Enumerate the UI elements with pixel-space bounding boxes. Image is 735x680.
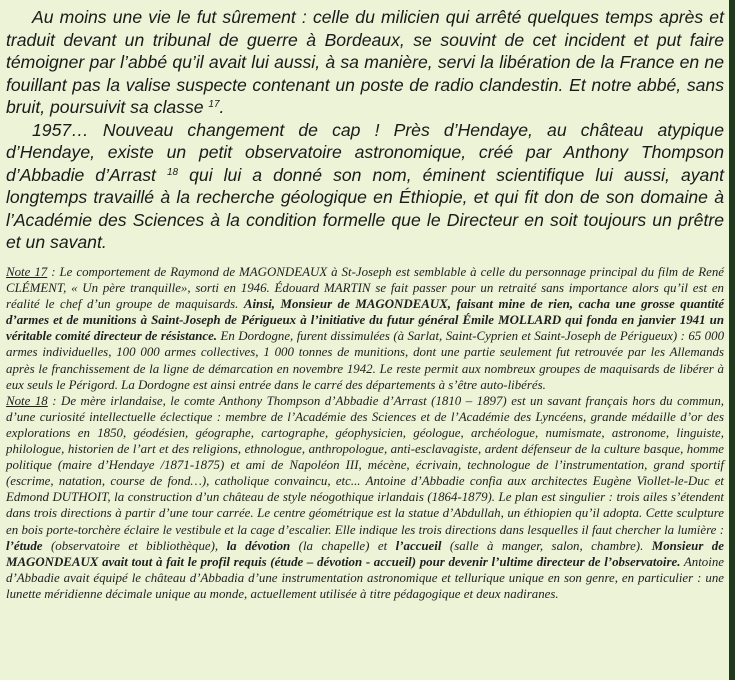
main-text [6,6,724,254]
footnote-ref-17[interactable]: 17 [208,99,220,110]
note-18: Note 18 : De mère irlandaise, le comte Anthony Thompson d’Abbadie d’Arrast (1810 – 1897) est un savant français hors du commun, d’une curiosité intellectuelle éclectique : membre de l’Académie des Sciences et de l’Académie des Lyncéens, grande médaille d’or des explorations en 1850, géodésien, géographe, cartographe, géophysicien, géologue, archéologue, numismate, astronome, linguiste, philologue, historien de l’art et des religions, ethnologue, anthropologue, anti-esclavagiste, ardent défenseur de la culture basque, homme politique (maire d’Hendaye /1871-1875) et ami de Napoléon III, mécène, écrivain, technologue de l’instrumentation, grand sportif (escrime, natation, course de fond…), catholique convaincu, etc... Antoine d’Abbadie confia aux architectes Eugène Viollet-le-Duc et Edmond DUTHOIT, la construction d’un château de style néogothique irlandais (1864-1879). Le plan est singulier : trois ailes s’étendent dans trois directions à partir d’une tour carrée. Le centre géométrique est la statue d’Abdullah, un éthiopien qu’il adopta. Cette sculpture en bois porte-torchère éclaire le vestibule et la cage d’escalier. Elle indique les trois directions dans lesquelles il faut chercher la lumière : l’étude (observatoire et bibliothèque), la dévotion (la chapelle) et l’accueil (salle à manger, salon, chambre). Monsieur de MAGONDEAUX avait tout à fait le profil requis (étude – dévotion - accueil) pour devenir l’ultime directeur de l’observatoire. Antoine d’Abbadie avait équipé le château d’Abbadia d’une instrumentation astronomique et tellurique unique en son genre, en particulier : une lunette méridienne décimale unique au monde, actuellement utilisée à titre pédagogique et deux nadiranes. [6,393,724,601]
note-17-label: Note 17 [6,265,48,279]
footnote-ref-18[interactable]: 18 [166,166,179,178]
note-17: Note 17 : Le comportement de Raymond de MAGONDEAUX à St-Joseph est semblable à celle du personnage principal du film de René CLÉMENT, « Un père tranquille», sorti en 1946. Édouard MARTIN se fait passer pour un retraité sans importance alors qu’il est en réalité le chef d’un groupe de maquisards. Ainsi, Monsieur de MAGONDEAUX, faisant mine de rien, cacha une grosse quantité d’armes et de munitions à Saint-Joseph de Périgueux à l’initiative du futur général Émile MOLLARD qui fonda en janvier 1941 un véritable comité directeur de résistance. En Dordogne, furent dissimulées (à Sarlat, Saint-Cyprien et Saint-Joseph de Périgueux) : 65 000 armes individuelles, 100 000 armes collectives, 1 000 tonnes de munitions, dont une partie seulement fut retrouvée par les Allemands après le franchissement de la ligne de démarcation en novembre 1942. Le reste permit aux nombreux groupes de maquisards de libérer à eux seuls le Périgord. La Dordogne est ainsi entrée dans le carré des départements à s’être auto-libérés. [6,265,725,392]
footnotes [6,264,724,602]
note-18-label: Note 18 [6,393,48,408]
paragraph-1: Au moins une vie le fut sûrement : celle du milicien qui arrêté quelques temps après et traduit devant un tribunal de guerre à Bordeaux, se souvint de cet incident et put faire témoigner par l’abbé qu’il avait lui aussi, à sa manière, servi la libération de la France en ne fouillant pas la valise suspecte contenant un poste de radio clandestin. Et notre abbé, sans bruit, poursuivit sa classe $^{17}$. [6,7,724,117]
paragraph-2: 1957… Nouveau changement de cap ! Près d’Hendaye, au château atypique d’Hendaye, existe un petit observatoire astronomique, créé par Anthony Thompson d’Abbadie d’Arrast $^{18}$ qui lui a donné son nom, éminent scientifique lui aussi, ayant longtemps travaillé à la recherche géologique en Éthiopie, et qui fit don de son domaine à l’Académie des Sciences à la condition formelle que le Directeur en soit toujours un prêtre et un savant. [6,119,724,252]
